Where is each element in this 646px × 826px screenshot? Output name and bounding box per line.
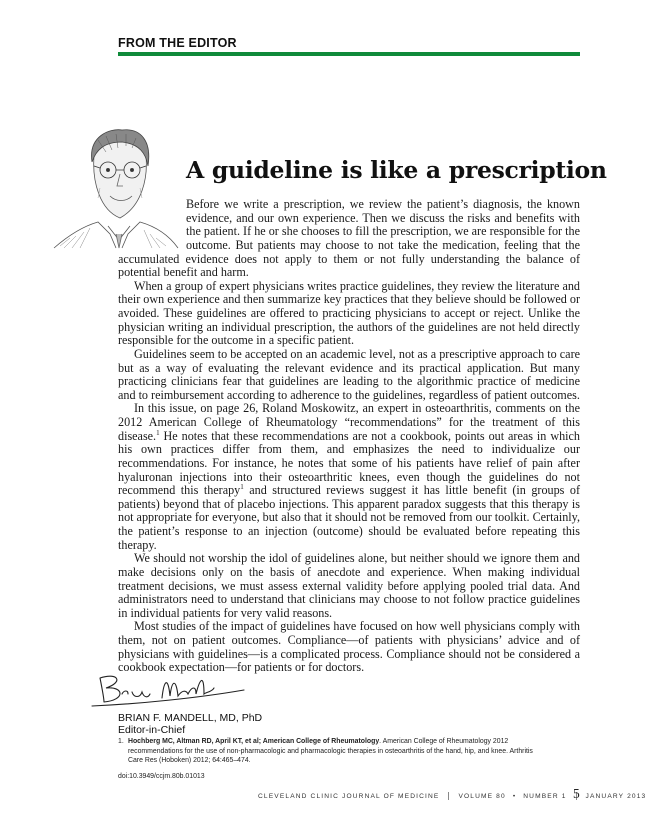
author-signature <box>88 668 248 710</box>
paragraph-4-part-2: He notes that these recommendations are not a cookbook, points out areas in which his own practices differ from them, and emphasizes the need to individualize our recommendations. For instance, he notes that some of his patients have relief of pain after hyaluronan injections into their osteoarthritic knees, even though the guidelines do not recommend this therapy <box>118 428 580 498</box>
portrait-wrap-space <box>118 198 186 252</box>
journal-name: CLEVELAND CLINIC JOURNAL OF MEDICINE <box>258 792 440 800</box>
bullet-icon: • <box>512 792 517 800</box>
citation-marker: 1 <box>156 428 160 437</box>
reference-body <box>128 737 548 766</box>
author-name: BRIAN F. MANDELL, MD, PhD <box>118 712 263 724</box>
paragraph-4 <box>118 402 580 552</box>
header-rule <box>118 52 580 56</box>
paragraph-1: Before we write a prescription, we review the patient’s diagnosis, the known evidence, and our own experience. Then we discuss the risks and benefits with the patient. If he or she chooses to fill the prescription, we are responsible for the outcome. But patients may choose to not take the medication, feeling that the accumulated evidence does not apply to them or not fully understanding the balance of potential benefit and harm. <box>118 197 580 280</box>
paragraph-5: We should not worship the idol of guidelines alone, but neither should we ignore them and make decisions only on the basis of anecdote and experience. When making individual treatment decisions, we must assess external validity before applying pooled trial data. And administrators need to understand that clinicians may choose to not follow practice guidelines in individual patients for very valid reasons. <box>118 551 580 620</box>
citation-marker: 1 <box>240 483 244 492</box>
paragraph-6: Most studies of the impact of guidelines have focused on how well physicians comply with them, not on patient outcomes. Compliance—of patients with physicians’ advice and of physicians with guidelines—is a complicated process. Compliance should not be considered a cookbook expectation—for patients or for doctors. <box>118 619 580 675</box>
paragraph-4-part-3: and structured reviews suggest it has little benefit (in groups of patients) beyond that of placebo injections. This apparent paradox suggests that this therapy is not appropriate for everyone, but also that it should not be removed from our toolkit. Certainly, the patient’s response to an injection (outcome) should be evaluated before repeating this therapy. <box>118 483 580 552</box>
page-number: 5 <box>573 786 580 801</box>
paragraph-4-part-1: In this issue, on page 26, Roland Moskowitz, an expert in osteoarthritis, comments on the 2012 American College of Rheumatology “recommendations” for the treatment of this disease. <box>118 401 580 443</box>
section-label: FROM THE EDITOR <box>118 36 237 50</box>
issue-date: JANUARY 2013 <box>585 792 646 800</box>
reference-1 <box>118 737 548 766</box>
paragraph-3: Guidelines seem to be accepted on an academic level, not as a prescriptive approach to care but as a way of evaluating the relevant evidence and its practical application. But many practicing clinicians fear that guidelines are leading to the algorithmic practice of medicine and to reimbursement according to adherence to the guidelines, regardless of patient outcomes. <box>118 346 580 402</box>
paragraph-2: When a group of expert physicians writes practice guidelines, they review the literature and their own experience and then summarize key practices that they believe should be followed or avoided. These guidelines are offered to practicing physicians to accept or reject. Unlike the physician writing an individual prescription, the authors of the guidelines are not held directly responsible for the outcome in a specific patient. <box>118 278 580 348</box>
doi: doi:10.3949/ccjm.80b.01013 <box>118 773 205 780</box>
footer-separator <box>448 792 449 800</box>
reference-authors: Hochberg MC, Altman RD, April KT, et al; American College of Rheumatology <box>128 738 380 745</box>
author-block <box>118 712 262 736</box>
article-title: A guideline is like a prescription <box>186 156 607 184</box>
issue-number: NUMBER 1 <box>523 792 567 800</box>
article-body <box>118 198 580 675</box>
page-footer <box>258 792 646 800</box>
reference-details: . American College of Rheumatology 2012 recommendations for the use of non-pharmacologic and pharmacologic therapies in osteoarthritis of the hand, hip, and knee. Arthritis Care Res (Hoboken) 2012; 64:465–474. <box>128 738 533 764</box>
volume: VOLUME 80 <box>458 792 506 800</box>
reference-number: 1. <box>118 738 124 745</box>
author-role: Editor-in-Chief <box>118 724 186 736</box>
